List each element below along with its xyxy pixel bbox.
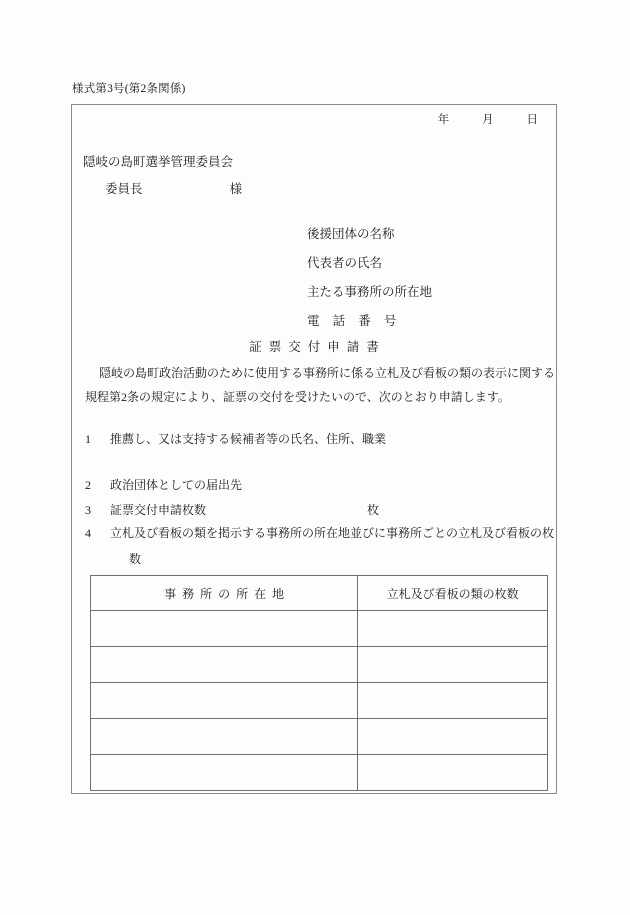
office-table-header-count: 立札及び看板の類の枚数 (358, 576, 548, 611)
table-row (91, 719, 548, 755)
addressee-title-row (105, 179, 242, 197)
addressee-title: 委員長 (105, 182, 143, 196)
applicant-field-organization-name: 後援団体の名称 (307, 227, 395, 241)
form-number-label: 様式第3号(第2条関係) (72, 83, 186, 95)
date-day-label: 日 (526, 114, 538, 126)
office-address-cell[interactable] (91, 719, 358, 755)
office-address-cell[interactable] (91, 683, 358, 719)
table-row (91, 647, 548, 683)
list-item-4 (85, 524, 554, 567)
table-row (91, 611, 548, 647)
list-item-2-label: 政治団体としての届出先 (110, 478, 243, 492)
date-year-label: 年 (437, 114, 450, 126)
office-count-cell[interactable] (358, 647, 548, 683)
list-item-3-number: 3 (85, 503, 91, 517)
list-item-1 (85, 430, 386, 447)
addressee-organization: 隠岐の島町選挙管理委員会 (83, 155, 234, 169)
list-item-3-unit: 枚 (367, 503, 380, 517)
list-item-3-label: 証票交付申請枚数 (110, 503, 207, 517)
list-item-4-label: 立札及び看板の類を掲示する事務所の所在地並びに事務所ごとの立札及び看板の枚 (110, 526, 555, 540)
list-item-4-continuation: 数 (129, 552, 142, 566)
applicant-field-main-office-address: 主たる事務所の所在地 (307, 285, 433, 299)
list-item-4-number: 4 (85, 526, 91, 540)
list-item-1-number: 1 (85, 432, 91, 446)
list-item-1-label: 推薦し、又は支持する候補者等の氏名、住所、職業 (110, 432, 387, 446)
office-count-cell[interactable] (358, 683, 548, 719)
office-table-header-address: 事務所の所在地 (91, 576, 358, 611)
office-address-cell[interactable] (91, 647, 358, 683)
office-count-cell[interactable] (358, 719, 548, 755)
list-item-2-number: 2 (85, 478, 91, 492)
addressee-honorific: 様 (229, 182, 243, 196)
office-table-wrapper (90, 575, 548, 791)
form-content (72, 105, 556, 793)
office-count-cell[interactable] (358, 611, 548, 647)
applicant-fields (307, 224, 432, 329)
table-row (91, 755, 548, 791)
date-month-label: 月 (482, 114, 494, 126)
office-address-cell[interactable] (91, 611, 358, 647)
office-table-body (91, 611, 548, 791)
office-count-cell[interactable] (358, 755, 548, 791)
list-item-2 (85, 476, 242, 493)
list-item-3 (85, 501, 379, 518)
applicant-field-representative-name: 代表者の氏名 (307, 256, 383, 270)
office-table-header-row (91, 576, 548, 611)
date-line (438, 111, 538, 127)
office-table (90, 575, 548, 791)
table-row (91, 683, 548, 719)
form-frame (71, 104, 557, 794)
body-paragraph-line-1: 隠岐の島町政治活動のために使用する事務所に係る立札及び看板の類の表示に関する (99, 366, 556, 380)
office-table-head (91, 576, 548, 611)
applicant-field-phone-number: 電 話 番 号 (307, 314, 402, 328)
body-paragraph (85, 361, 556, 409)
office-address-cell[interactable] (91, 755, 358, 791)
document-title: 証票交付申請書 (249, 340, 386, 354)
body-paragraph-line-2: 規程第2条の規定により、証票の交付を受けたいので、次のとおり申請します。 (85, 390, 510, 404)
